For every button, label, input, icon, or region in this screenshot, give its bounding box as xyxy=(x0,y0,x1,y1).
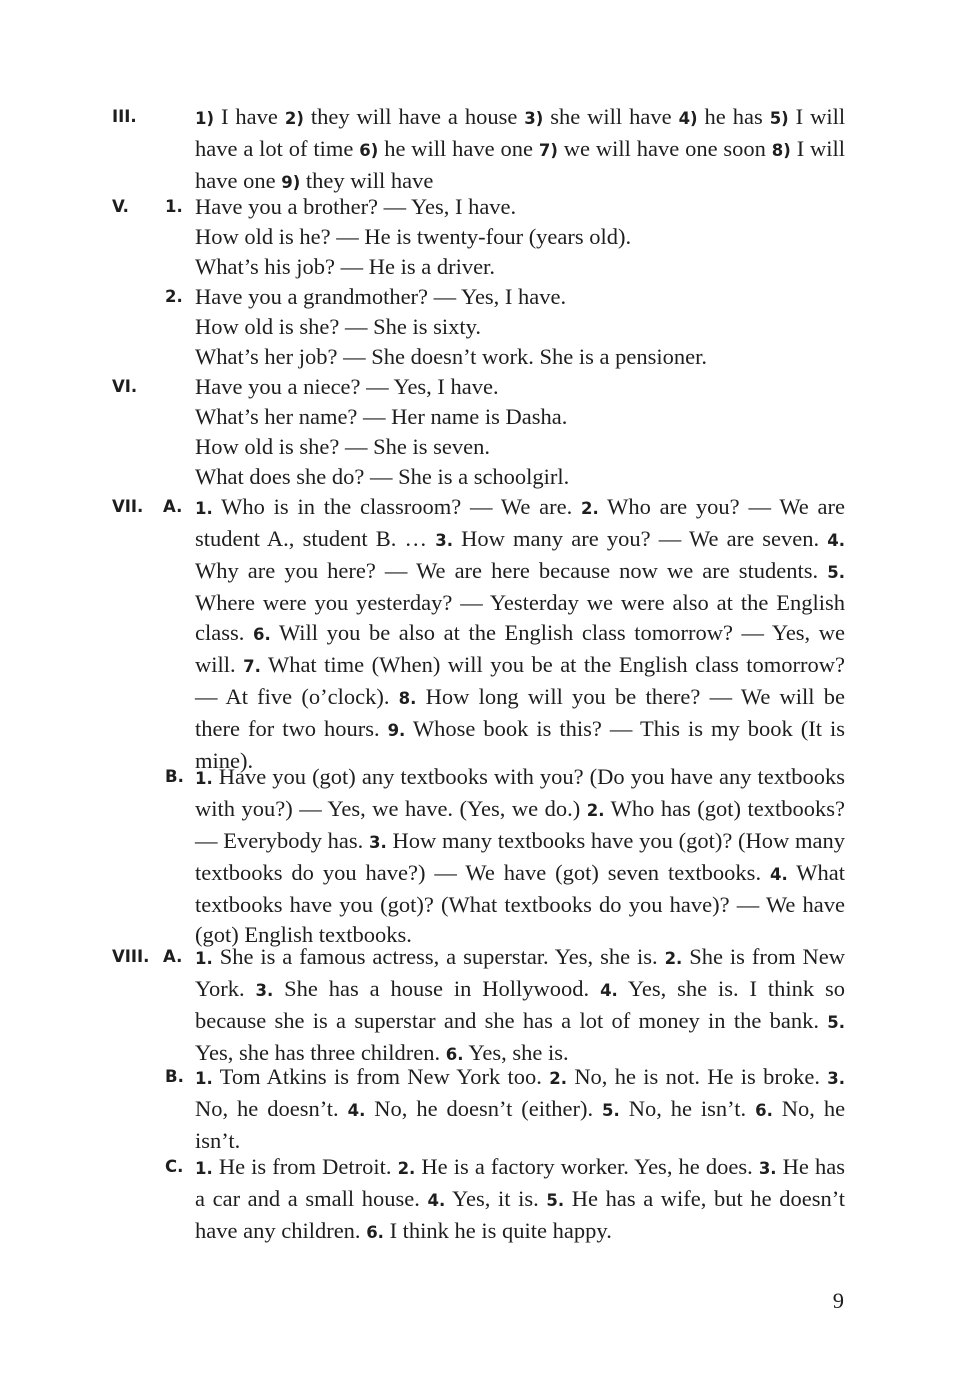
answer-item: 2. No, he is not. He is broke. xyxy=(549,1064,820,1089)
subsection-label-vii-b: B. xyxy=(165,767,184,786)
answer-item: 1. He is from Detroit. xyxy=(195,1154,392,1179)
section-iii-answers xyxy=(195,102,845,198)
answer-item: 6) he will have one xyxy=(359,136,533,161)
answer-item: 3. She has a house in Hollywood. xyxy=(255,976,590,1001)
dialogue-line: Have you a grandmother? — Yes, I have. xyxy=(195,284,567,309)
answer-item: 3. No, he doesn’t. xyxy=(195,1069,846,1121)
answer-item: 1. Tom Atkins is from New York too. xyxy=(195,1064,542,1089)
answer-item: 4. Yes, she is. I think so because she is a superstar and she has a lot of money in the bank. xyxy=(195,976,846,1033)
answer-item: 6. I think he is quite happy. xyxy=(366,1218,612,1243)
section-viii-a-answers xyxy=(195,942,845,1070)
answer-item: 1. She is a famous actress, a superstar. Yes, she is. xyxy=(195,944,658,969)
section-vii-a-answers xyxy=(195,492,845,776)
answer-item: 6. Will you be also at the English class tomorrow? — Yes, we will. xyxy=(195,620,846,677)
answer-item: 2. She is from New York. xyxy=(195,944,846,1001)
answer-item: 9. Whose book is this? — This is my book (It is mine). xyxy=(195,716,845,773)
answer-item: 5. Where were you yesterday? — Yesterday we were also at the English class. xyxy=(195,563,846,645)
dialogue-line: What’s her job? — She doesn’t work. She is a pensioner. xyxy=(195,344,707,369)
answer-item: 4) he has xyxy=(678,104,763,129)
answer-item: 7) we will have one soon xyxy=(538,136,766,161)
section-label-viii: VIII. xyxy=(112,947,150,966)
answer-item: 5. No, he isn’t. xyxy=(602,1096,747,1121)
section-viii-c-answers xyxy=(195,1152,845,1248)
section-label-vi: VI. xyxy=(112,377,138,396)
dialogue-line: Have you a niece? — Yes, I have. xyxy=(195,374,499,399)
section-viii-b-answers xyxy=(195,1062,845,1156)
answer-item: 4. No, he doesn’t (either). xyxy=(347,1096,594,1121)
dialogue-line: Have you a brother? — Yes, I have. xyxy=(195,194,517,219)
subsection-label-viii-b: B. xyxy=(165,1067,184,1086)
answer-item: 4. Yes, it is. xyxy=(427,1186,539,1211)
answer-item: 1) I have xyxy=(195,104,278,129)
answer-item: 5) I will have a lot of time xyxy=(195,104,846,161)
section-vii-b-answers xyxy=(195,762,845,950)
answer-item: 3. He has a car and a small house. xyxy=(195,1154,845,1211)
part-number-2: 2. xyxy=(165,287,183,306)
subsection-label-vii-a: A. xyxy=(163,497,183,516)
answer-item: 2. Who are you? — We are student A., student B. … xyxy=(195,494,846,551)
answer-item: 1. Who is in the classroom? — We are. xyxy=(195,494,573,519)
dialogue-line: How old is she? — She is sixty. xyxy=(195,314,482,339)
answer-item: 5. Yes, she has three children. xyxy=(195,1013,846,1065)
answer-item: 1. Have you (got) any textbooks with you? (Do you have any textbooks with you?) — Yes, we have. (Yes, we do.) xyxy=(195,764,845,821)
answer-item: 7. What time (When) will you be at the English class tomorrow? — At five (o’clock). xyxy=(195,652,846,709)
answer-item: 2. Who has (got) textbooks? — Everybody has. xyxy=(195,796,846,853)
part-number-1: 1. xyxy=(165,197,183,216)
answer-item: 4. What textbooks have you (got)? (What textbooks do you have)? — We have (got) English textbooks. xyxy=(195,860,845,947)
section-v-part-1 xyxy=(195,192,845,282)
answer-item: 2) they will have a house xyxy=(284,104,518,129)
answer-item: 6. Yes, she is. xyxy=(445,1040,569,1065)
section-label-v: V. xyxy=(112,197,129,216)
section-v-part-2 xyxy=(195,282,845,372)
answer-item: 3. How many are you? — We are seven. xyxy=(435,526,820,551)
answer-item: 6. No, he isn’t. xyxy=(195,1096,846,1153)
answer-item: 9) they will have xyxy=(281,168,434,193)
subsection-label-viii-a: A. xyxy=(163,947,183,966)
section-label-iii: III. xyxy=(112,107,137,126)
subsection-label-viii-c: C. xyxy=(165,1157,184,1176)
dialogue-line: What does she do? — She is a schoolgirl. xyxy=(195,464,570,489)
answer-item: 5. He has a wife, but he doesn’t have any children. xyxy=(195,1186,846,1243)
dialogue-line: What’s his job? — He is a driver. xyxy=(195,254,495,279)
page-number: 9 xyxy=(832,1288,844,1313)
dialogue-line: What’s her name? — Her name is Dasha. xyxy=(195,404,568,429)
answer-item: 4. Why are you here? — We are here because now we are students. xyxy=(195,531,845,583)
answer-item: 8) I will have one xyxy=(195,136,846,193)
answer-item: 8. How long will you be there? — We will be there for two hours. xyxy=(195,684,845,741)
section-vi-answers xyxy=(195,372,845,492)
answer-item: 2. He is a factory worker. Yes, he does. xyxy=(397,1154,753,1179)
dialogue-line: How old is she? — She is seven. xyxy=(195,434,490,459)
section-label-vii: VII. xyxy=(112,497,144,516)
answer-item: 3) she will have xyxy=(524,104,672,129)
answer-item: 3. How many textbooks have you (got)? (How many textbooks do you have?) — We have (got) seven textbooks. xyxy=(195,828,846,885)
dialogue-line: How old is he? — He is twenty-four (years old). xyxy=(195,224,632,249)
